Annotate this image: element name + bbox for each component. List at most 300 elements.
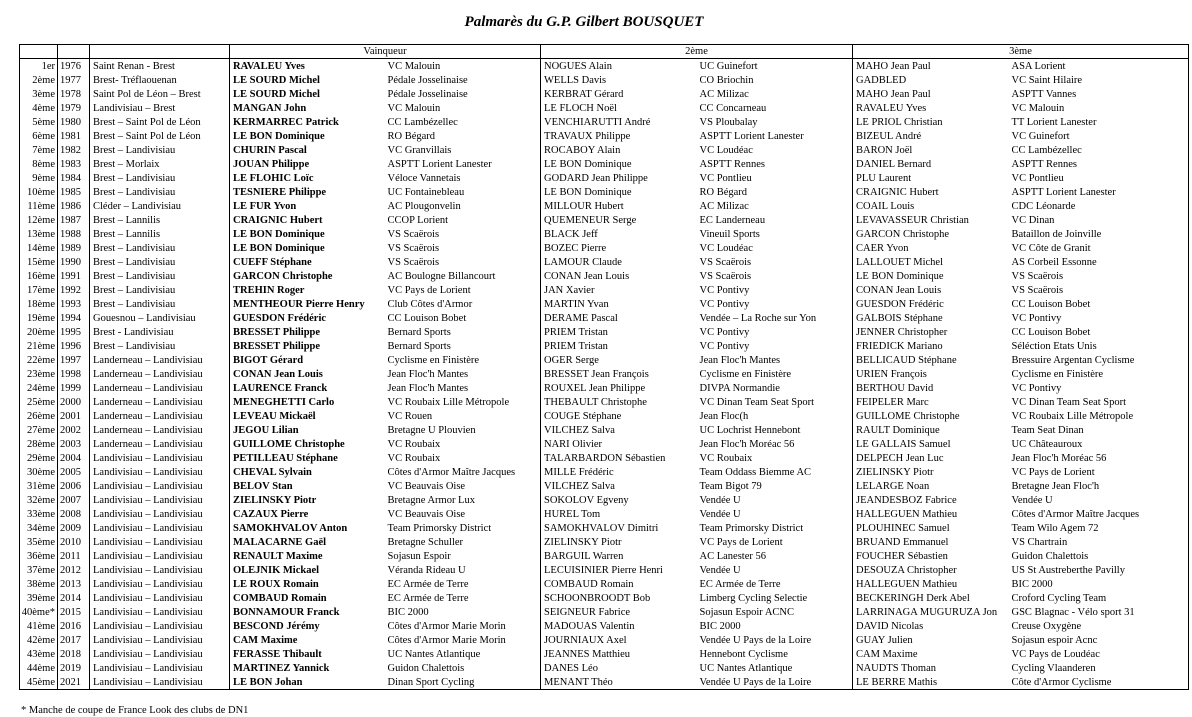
rank-cell: 37ème [20, 563, 58, 577]
second-name: THEBAULT Christophe [541, 395, 697, 409]
rank-cell: 5ème [20, 115, 58, 129]
year-cell: 1993 [58, 297, 90, 311]
winner-club: VS Scaërois [387, 256, 440, 268]
route-cell: Brest - Landivisiau [90, 325, 230, 339]
third-club: VC Pontivy [1009, 381, 1189, 395]
third-name: CONAN Jean Louis [853, 283, 1009, 297]
winner-name: BRESSET Philippe [230, 325, 385, 339]
table-row [20, 437, 1189, 451]
year-cell: 2018 [58, 647, 90, 661]
route-cell: Landerneau – Landivisiau [90, 395, 230, 409]
route-cell: Brest – Landivisiau [90, 171, 230, 185]
third-club: Côtes d'Armor Maître Jacques [1009, 507, 1189, 521]
year-cell: 1990 [58, 255, 90, 269]
rank-cell: 18ème [20, 297, 58, 311]
table-row [20, 115, 1189, 129]
year-cell: 1988 [58, 227, 90, 241]
route-cell: Landivisiau – Landivisiau [90, 661, 230, 675]
second-name: SEIGNEUR Fabrice [541, 605, 697, 619]
rank-cell: 41ème [20, 619, 58, 633]
rank-cell: 6ème [20, 129, 58, 143]
second-club: RO Bégard [699, 186, 748, 198]
second-name: MADOUAS Valentin [541, 619, 697, 633]
year-cell: 2015 [58, 605, 90, 619]
winner-club: BIC 2000 [387, 606, 429, 618]
winner-club: Bretagne U Plouvien [387, 424, 476, 436]
winner-name: LE SOURD Michel [230, 73, 385, 87]
third-name: MAHO Jean Paul [853, 87, 1009, 101]
rank-cell: 31ème [20, 479, 58, 493]
route-cell: Landerneau – Landivisiau [90, 437, 230, 451]
winner-club: UC Nantes Atlantique [387, 648, 481, 660]
winner-name: GARCON Christophe [230, 269, 385, 283]
second-club: VC Loudéac [699, 242, 753, 254]
year-cell: 1998 [58, 367, 90, 381]
route-cell: Brest – Landivisiau [90, 269, 230, 283]
winner-club: VS Scaërois [387, 242, 440, 254]
winner-name: CUEFF Stéphane [230, 255, 385, 269]
rank-cell: 38ème [20, 577, 58, 591]
second-name: WELLS Davis [541, 73, 697, 87]
winner-club: Cyclisme en Finistère [387, 354, 480, 366]
winner-name: JEGOU Lilian [230, 423, 385, 437]
third-name: DESOUZA Christopher [853, 563, 1009, 577]
second-club: VS Scaërois [699, 256, 752, 268]
third-club: VC Pontlieu [1009, 171, 1189, 185]
winner-name: BRESSET Philippe [230, 339, 385, 353]
winner-club: Bretagne Schuller [387, 536, 464, 548]
winner-club: VC Roubaix Lille Métropole [387, 396, 510, 408]
year-cell: 2006 [58, 479, 90, 493]
winner-club: EC Armée de Terre [387, 592, 469, 604]
third-club: CC Louison Bobet [1009, 297, 1189, 311]
winner-club: Bernard Sports [387, 326, 451, 338]
route-cell: Landivisiau – Landivisiau [90, 451, 230, 465]
table-row [20, 367, 1189, 381]
third-club: VS Scaërois [1009, 283, 1189, 297]
route-cell: Landivisiau – Landivisiau [90, 633, 230, 647]
winner-name: PETILLEAU Stéphane [230, 451, 385, 465]
second-name: DANES Léo [541, 661, 697, 675]
second-club: Limberg Cycling Selectie [699, 592, 808, 604]
table-row [20, 87, 1189, 101]
second-club: CO Briochin [699, 74, 754, 86]
third-name: GUILLOME Christophe [853, 409, 1009, 423]
second-name: MILLOUR Hubert [541, 199, 697, 213]
third-club: VC Malouin [1009, 101, 1189, 115]
third-club: BIC 2000 [1009, 577, 1189, 591]
year-cell: 2002 [58, 423, 90, 437]
rank-cell: 36ème [20, 549, 58, 563]
second-club: Team Oddass Biemme AC [699, 466, 812, 478]
second-name: NOGUES Alain [541, 59, 697, 74]
winner-name: MARTINEZ Yannick [230, 661, 385, 675]
year-cell: 2016 [58, 619, 90, 633]
rank-cell: 11ème [20, 199, 58, 213]
route-cell: Saint Pol de Léon – Brest [90, 87, 230, 101]
second-name: MARTIN Yvan [541, 297, 697, 311]
table-row [20, 479, 1189, 493]
table-row [20, 619, 1189, 633]
winner-name: SAMOKHVALOV Anton [230, 521, 385, 535]
second-club: UC Nantes Atlantique [699, 662, 793, 674]
rank-cell: 25ème [20, 395, 58, 409]
second-club: Sojasun Espoir ACNC [699, 606, 795, 618]
rank-cell: 35ème [20, 535, 58, 549]
third-club: ASPTT Vannes [1009, 87, 1189, 101]
winner-name: MENTHEOUR Pierre Henry [230, 297, 385, 311]
second-club: Vendée U [699, 508, 741, 520]
winner-club: VC Malouin [387, 60, 441, 72]
third-club: CC Louison Bobet [1009, 325, 1189, 339]
second-name: MENANT Théo [541, 675, 697, 690]
winner-name: CAM Maxime [230, 633, 385, 647]
table-row [20, 605, 1189, 619]
third-club: VC Pays de Lorient [1009, 465, 1189, 479]
palmares-table [19, 44, 1189, 690]
rank-cell: 1er [20, 59, 58, 74]
second-club: VC Pontivy [699, 298, 750, 310]
third-name: URIEN François [853, 367, 1009, 381]
second-club: VC Dinan Team Seat Sport [699, 396, 815, 408]
winner-club: VC Roubaix [387, 438, 441, 450]
third-club: Côte d'Armor Cyclisme [1009, 675, 1189, 690]
third-club: VS Scaërois [1009, 269, 1189, 283]
third-name: LE GALLAIS Samuel [853, 437, 1009, 451]
table-row [20, 647, 1189, 661]
year-cell: 2005 [58, 465, 90, 479]
second-club: VC Pontivy [699, 284, 750, 296]
table-row [20, 591, 1189, 605]
page-title: Palmarès du G.P. Gilbert BOUSQUET [464, 14, 704, 30]
third-name: PLU Laurent [853, 171, 1009, 185]
second-club: EC Landerneau [699, 214, 766, 226]
second-club: VC Pays de Lorient [699, 536, 783, 548]
third-club: VS Chartrain [1009, 535, 1189, 549]
year-cell: 1997 [58, 353, 90, 367]
winner-name: JOUAN Philippe [230, 157, 385, 171]
route-cell: Brest – Lannilis [90, 227, 230, 241]
winner-club: AC Plougonvelin [387, 200, 461, 212]
route-cell: Landivisiau – Landivisiau [90, 521, 230, 535]
table-row [20, 353, 1189, 367]
third-name: FEIPELER Marc [853, 395, 1009, 409]
year-cell: 1989 [58, 241, 90, 255]
third-club: Team Wilo Agem 72 [1009, 521, 1189, 535]
winner-club: UC Fontainebleau [387, 186, 465, 198]
route-cell: Landivisiau – Landivisiau [90, 605, 230, 619]
winner-name: LE BON Dominique [230, 129, 385, 143]
winner-name: GUESDON Frédéric [230, 311, 385, 325]
route-cell: Brest – Landivisiau [90, 241, 230, 255]
third-name: PLOUHINEC Samuel [853, 521, 1009, 535]
year-cell: 2000 [58, 395, 90, 409]
winner-name: CHURIN Pascal [230, 143, 385, 157]
footnote: * Manche de coupe de France Look des clubs de DN1 [21, 705, 249, 716]
third-name: BIZEUL André [853, 129, 1009, 143]
second-name: ROUXEL Jean Philippe [541, 381, 697, 395]
table-row [20, 199, 1189, 213]
winner-club: Côtes d'Armor Maître Jacques [387, 466, 516, 478]
table-row [20, 101, 1189, 115]
rank-cell: 15ème [20, 255, 58, 269]
third-club: Séléction Etats Unis [1009, 339, 1189, 353]
second-name: HUREL Tom [541, 507, 697, 521]
third-name: RAULT Dominique [853, 423, 1009, 437]
route-cell: Brest – Saint Pol de Léon [90, 129, 230, 143]
second-club: VC Pontivy [699, 326, 750, 338]
third-name: GUESDON Frédéric [853, 297, 1009, 311]
winner-name: LAURENCE Franck [230, 381, 385, 395]
year-cell: 1983 [58, 157, 90, 171]
rank-cell: 10ème [20, 185, 58, 199]
second-club: AC Milizac [699, 88, 749, 100]
winner-name: LEVEAU Mickaël [230, 409, 385, 423]
route-cell: Brest – Landivisiau [90, 255, 230, 269]
header-row [20, 45, 1189, 59]
year-cell: 1981 [58, 129, 90, 143]
winner-club: Team Primorsky District [387, 522, 492, 534]
second-name: QUEMENEUR Serge [541, 213, 697, 227]
winner-club: Dinan Sport Cycling [385, 675, 541, 690]
second-name: PRIEM Tristan [541, 325, 697, 339]
table-row [20, 283, 1189, 297]
winner-club: VC Pays de Lorient [387, 284, 471, 296]
table-row [20, 311, 1189, 325]
table-row [20, 507, 1189, 521]
winner-club: RO Bégard [387, 130, 436, 142]
second-club: Jean Floc(h [699, 410, 749, 422]
third-name: COAIL Louis [853, 199, 1009, 213]
second-club: VC Pontlieu [699, 172, 752, 184]
second-name: GODARD Jean Philippe [541, 171, 697, 185]
table-row [20, 675, 1189, 690]
table-row [20, 297, 1189, 311]
year-cell: 1994 [58, 311, 90, 325]
second-club: Vendée U Pays de la Loire [699, 634, 812, 646]
rank-cell: 9ème [20, 171, 58, 185]
third-name: FRIEDICK Mariano [853, 339, 1009, 353]
year-cell: 1978 [58, 87, 90, 101]
year-cell: 1979 [58, 101, 90, 115]
third-name: CRAIGNIC Hubert [853, 185, 1009, 199]
rank-cell: 19ème [20, 311, 58, 325]
third-club: AS Corbeil Essonne [1009, 255, 1189, 269]
table-row [20, 381, 1189, 395]
winner-name: LE FUR Yvon [230, 199, 385, 213]
winner-name: LE FLOHIC Loïc [230, 171, 385, 185]
third-club: Sojasun espoir Acnc [1009, 633, 1189, 647]
third-name: BRUAND Emmanuel [853, 535, 1009, 549]
third-name: JENNER Christopher [853, 325, 1009, 339]
winner-club: EC Armée de Terre [387, 578, 469, 590]
winner-name: RENAULT Maxime [230, 549, 385, 563]
second-club: UC Lochrist Hennebont [699, 424, 801, 436]
table-row [20, 535, 1189, 549]
third-club: VC Pontivy [1009, 311, 1189, 325]
second-name: BOZEC Pierre [541, 241, 697, 255]
table-row [20, 395, 1189, 409]
second-name: OGER Serge [541, 353, 697, 367]
table-row [20, 451, 1189, 465]
winner-name: LE SOURD Michel [230, 87, 385, 101]
second-name: JEANNES Matthieu [541, 647, 697, 661]
route-cell: Brest – Lannilis [90, 213, 230, 227]
rank-cell: 4ème [20, 101, 58, 115]
second-club: AC Milizac [699, 200, 749, 212]
second-club: Vendée – La Roche sur Yon [699, 312, 817, 324]
third-name: LE BERRE Mathis [853, 675, 1009, 690]
route-cell: Landerneau – Landivisiau [90, 423, 230, 437]
route-cell: Landerneau – Landivisiau [90, 409, 230, 423]
second-name: JOURNIAUX Axel [541, 633, 697, 647]
second-name: ZIELINSKY Piotr [541, 535, 697, 549]
table-row [20, 171, 1189, 185]
winner-club: CC Lambézellec [387, 116, 458, 128]
winner-name: TREHIN Roger [230, 283, 385, 297]
second-name: DERAME Pascal [541, 311, 697, 325]
winner-club: VC Beauvais Oise [387, 508, 466, 520]
route-cell: Landivisiau – Landivisiau [90, 591, 230, 605]
year-cell: 2019 [58, 661, 90, 675]
second-name: LE FLOCH Noël [541, 101, 697, 115]
second-club: VS Scaërois [699, 270, 752, 282]
third-club: Team Seat Dinan [1009, 423, 1189, 437]
table-row [20, 577, 1189, 591]
header-vainqueur: Vainqueur [230, 45, 541, 59]
route-cell: Landerneau – Landivisiau [90, 353, 230, 367]
rank-cell: 22ème [20, 353, 58, 367]
third-name: BECKERINGH Derk Abel [853, 591, 1009, 605]
rank-cell: 40ème* [20, 605, 58, 619]
second-club: Cyclisme en Finistère [699, 368, 792, 380]
third-club: VC Pays de Loudéac [1009, 647, 1189, 661]
third-club: ASPTT Lorient Lanester [1009, 185, 1189, 199]
winner-name: LE BON Dominique [230, 241, 385, 255]
year-cell: 1991 [58, 269, 90, 283]
second-name: SAMOKHVALOV Dimitri [541, 521, 697, 535]
year-cell: 2012 [58, 563, 90, 577]
third-name: CAER Yvon [853, 241, 1009, 255]
route-cell: Landivisiau – Landivisiau [90, 675, 230, 690]
route-cell: Landerneau – Landivisiau [90, 367, 230, 381]
third-name: MAHO Jean Paul [853, 59, 1009, 74]
route-cell: Brest- Tréflaouenan [90, 73, 230, 87]
table-row [20, 269, 1189, 283]
second-club: Vendée U [699, 564, 741, 576]
route-cell: Landivisiau – Landivisiau [90, 479, 230, 493]
winner-club: Jean Floc'h Mantes [387, 368, 469, 380]
table-row [20, 59, 1189, 74]
table-row [20, 227, 1189, 241]
second-name: COUGE Stéphane [541, 409, 697, 423]
third-club: Vendée U [1009, 493, 1189, 507]
rank-cell: 42ème [20, 633, 58, 647]
rank-cell: 16ème [20, 269, 58, 283]
winner-name: MENEGHETTI Carlo [230, 395, 385, 409]
second-club: VC Roubaix [699, 452, 753, 464]
year-cell: 2011 [58, 549, 90, 563]
year-cell: 1999 [58, 381, 90, 395]
second-club: Team Primorsky District [699, 522, 804, 534]
winner-name: BIGOT Gérard [230, 353, 385, 367]
winner-club: Guidon Chalettois [387, 662, 465, 674]
rank-cell: 39ème [20, 591, 58, 605]
year-cell: 2014 [58, 591, 90, 605]
year-cell: 1984 [58, 171, 90, 185]
table-row [20, 423, 1189, 437]
table-row [20, 661, 1189, 675]
route-cell: Landivisiau – Landivisiau [90, 563, 230, 577]
table-row [20, 185, 1189, 199]
third-club: Bretagne Jean Floc'h [1009, 479, 1189, 493]
second-name: VENCHIARUTTI André [541, 115, 697, 129]
second-club: VC Pontivy [699, 340, 750, 352]
winner-club: VC Malouin [387, 102, 441, 114]
table-row [20, 465, 1189, 479]
third-name: HALLEGUEN Mathieu [853, 507, 1009, 521]
second-name: MILLE Frédéric [541, 465, 697, 479]
rank-cell: 43ème [20, 647, 58, 661]
second-club: Hennebont Cyclisme [699, 648, 788, 660]
year-cell: 2017 [58, 633, 90, 647]
winner-name: TESNIERE Philippe [230, 185, 385, 199]
table-row [20, 409, 1189, 423]
table-row [20, 563, 1189, 577]
winner-club: VC Granvillais [387, 144, 452, 156]
year-cell: 1982 [58, 143, 90, 157]
second-club: AC Lanester 56 [699, 550, 766, 562]
second-club: BIC 2000 [699, 620, 741, 632]
year-cell: 1976 [58, 59, 90, 74]
winner-club: CCOP Lorient [387, 214, 449, 226]
second-name: SOKOLOV Egveny [541, 493, 697, 507]
winner-name: GUILLOME Christophe [230, 437, 385, 451]
second-name: KERBRAT Gérard [541, 87, 697, 101]
table-row [20, 73, 1189, 87]
rank-cell: 14ème [20, 241, 58, 255]
year-cell: 2001 [58, 409, 90, 423]
second-club: Team Bigot 79 [699, 480, 762, 492]
third-club: Cycling Vlaanderen [1009, 661, 1189, 675]
third-name: LE PRIOL Christian [853, 115, 1009, 129]
second-name: LE BON Dominique [541, 185, 697, 199]
third-club: CDC Léonarde [1009, 199, 1189, 213]
second-name: ROCABOY Alain [541, 143, 697, 157]
second-club: Jean Floc'h Mantes [699, 354, 781, 366]
third-name: NAUDTS Thoman [853, 661, 1009, 675]
route-cell: Brest – Landivisiau [90, 297, 230, 311]
winner-name: LE BON Dominique [230, 227, 385, 241]
winner-club: Côtes d'Armor Marie Morin [387, 634, 506, 646]
winner-name: MANGAN John [230, 101, 385, 115]
rank-cell: 32ème [20, 493, 58, 507]
route-cell: Cléder – Landivisiau [90, 199, 230, 213]
second-name: VILCHEZ Salva [541, 479, 697, 493]
third-club: VC Dinan Team Seat Sport [1009, 395, 1189, 409]
second-club: Vineuil Sports [699, 228, 760, 240]
third-name: LARRINAGA MUGURUZA Jon [853, 605, 1009, 619]
table-row [20, 339, 1189, 353]
third-club: TT Lorient Lanester [1009, 115, 1189, 129]
winner-club: AC Boulogne Billancourt [387, 270, 496, 282]
third-name: ZIELINSKY Piotr [853, 465, 1009, 479]
second-name: BRESSET Jean François [541, 367, 697, 381]
second-club: DIVPA Normandie [699, 382, 780, 394]
second-name: BLACK Jeff [541, 227, 697, 241]
table-row [20, 493, 1189, 507]
rank-cell: 3ème [20, 87, 58, 101]
